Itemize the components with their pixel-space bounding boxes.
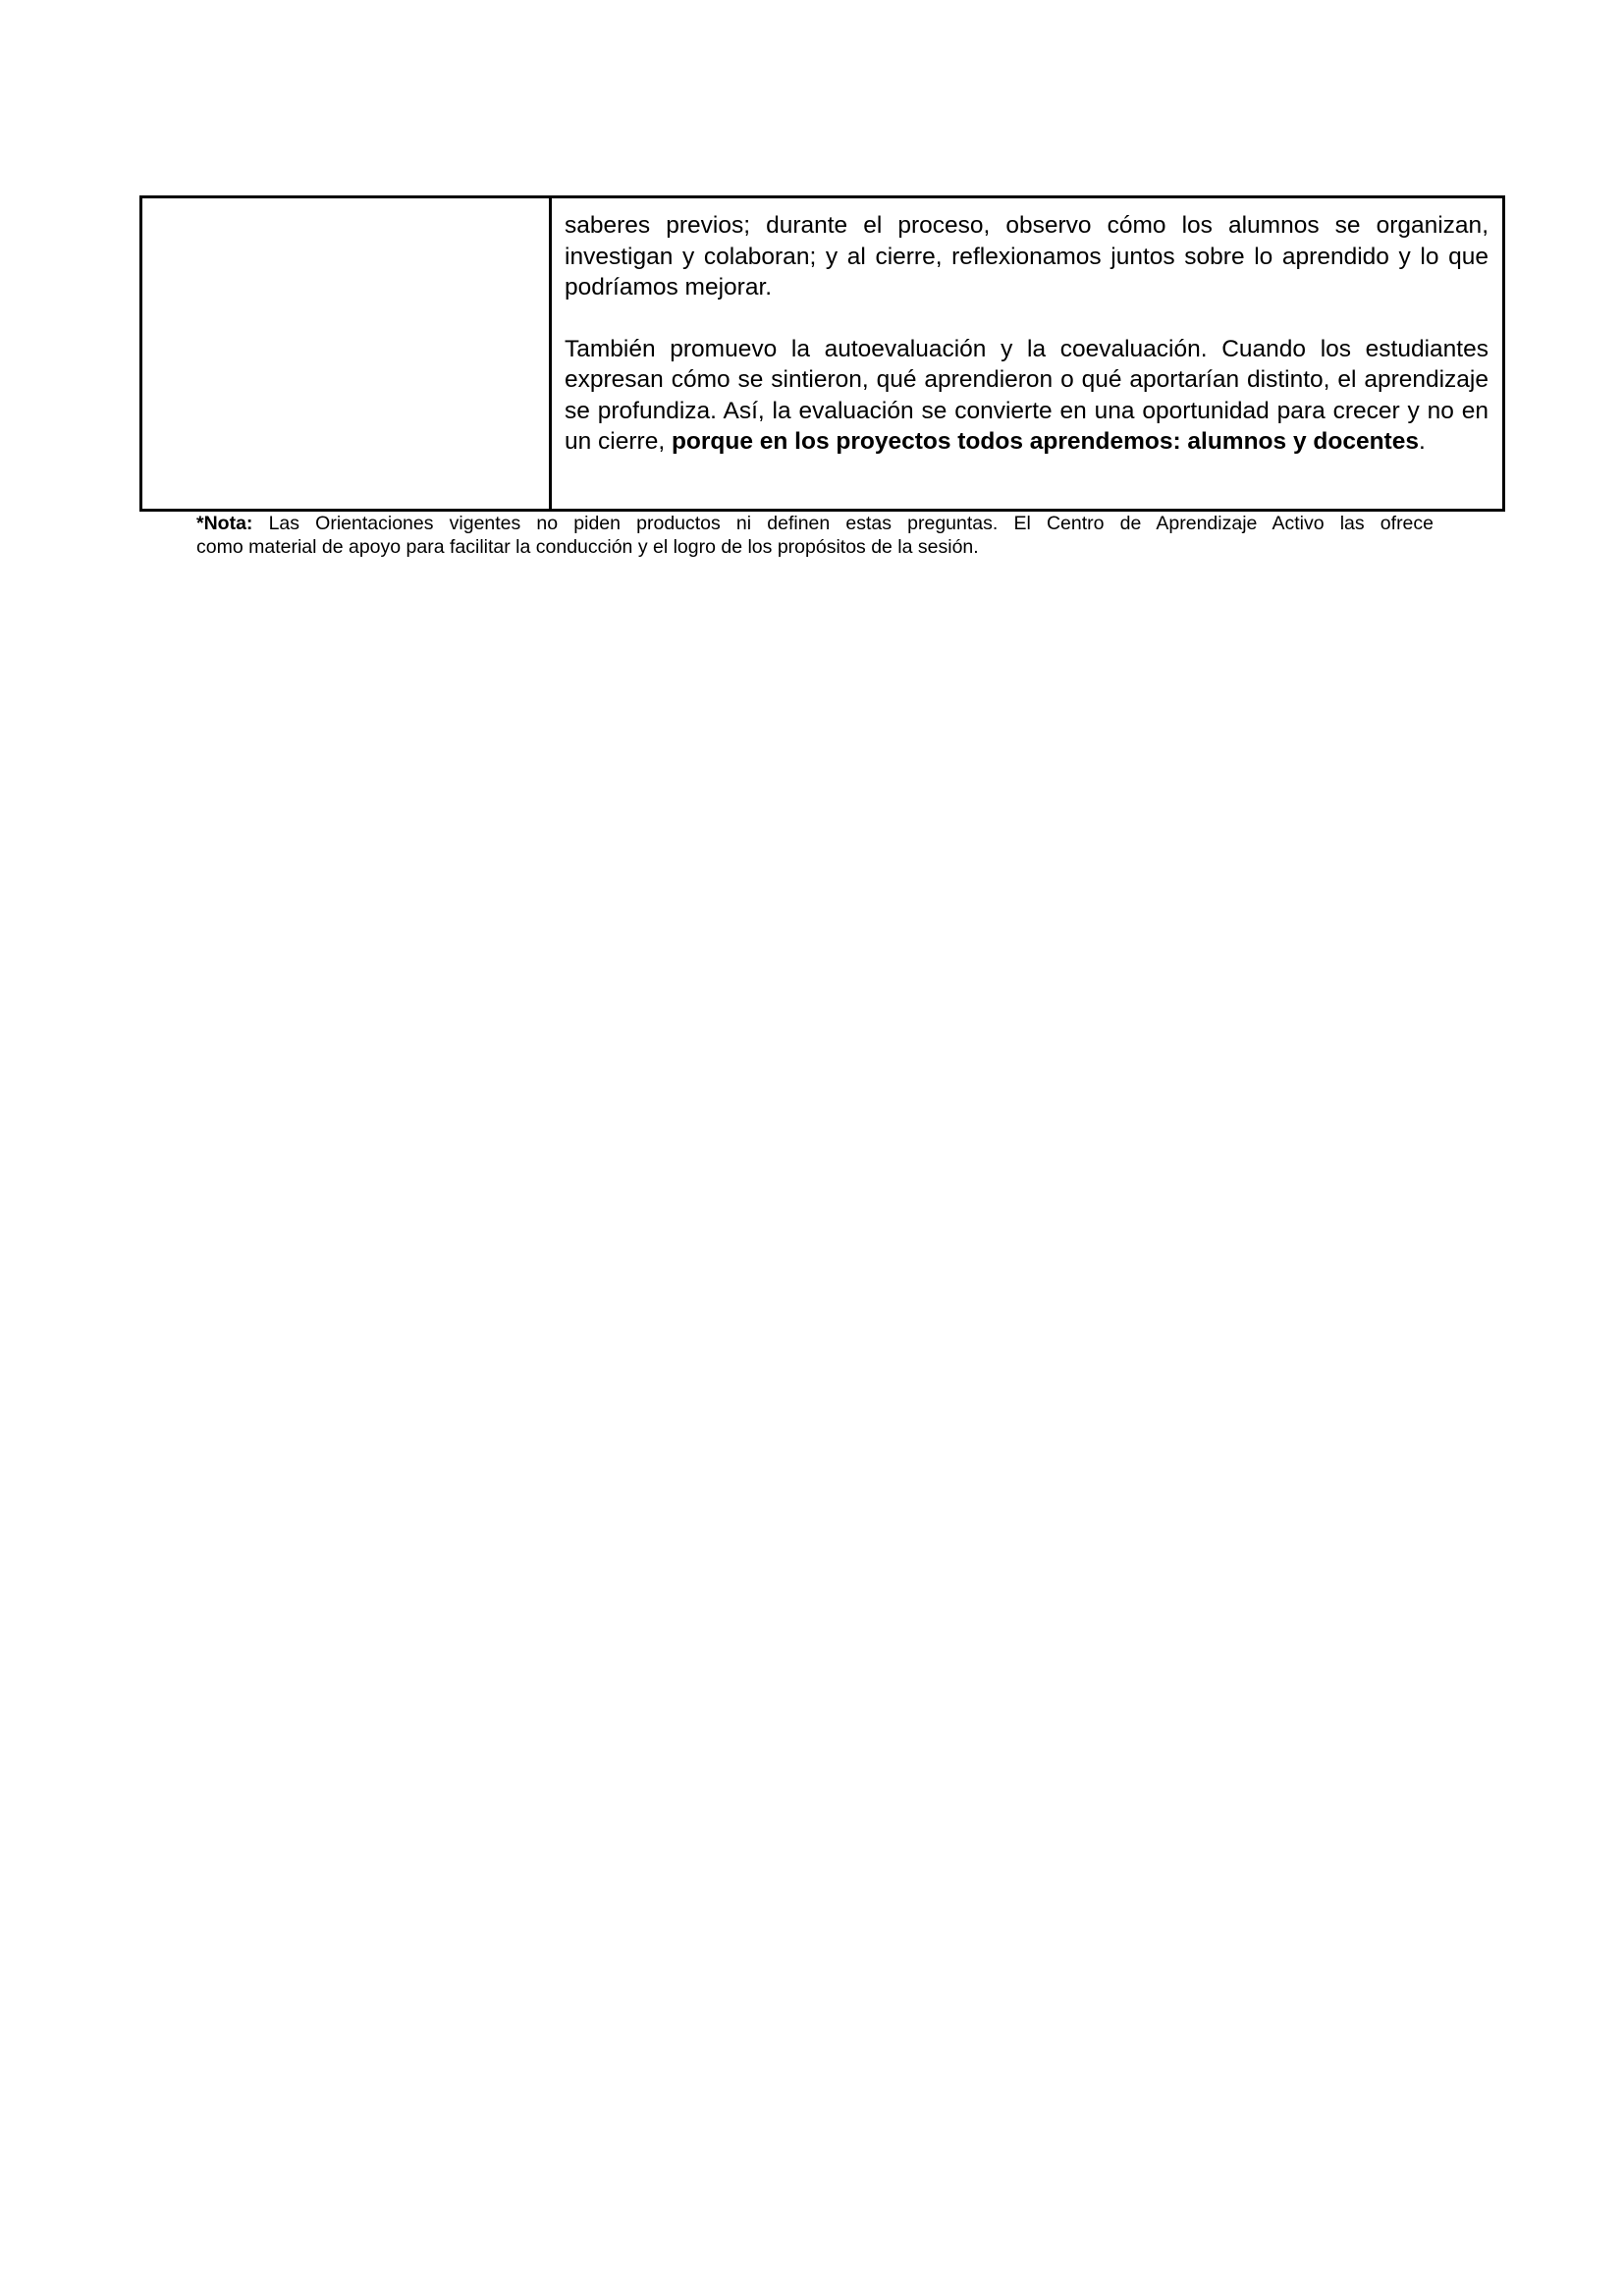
paragraph-evaluation-process: saberes previos; durante el proceso, observo cómo los alumnos se organizan, investigan y colaboran; y al cierre, reflexionamos juntos sobre lo aprendido y lo que podríamos mejorar. xyxy=(565,212,1489,301)
paragraph-end-punctuation: . xyxy=(1418,428,1426,455)
footnote xyxy=(196,512,1434,559)
table-cell-left xyxy=(142,198,552,509)
paragraph-self-evaluation xyxy=(565,334,1489,458)
table-cell-right xyxy=(552,198,1502,509)
footnote-text-1: Las Orientaciones vigentes no piden productos ni definen estas preguntas. El Centro de Aprendizaje Activo las ofrece xyxy=(252,513,1434,534)
footnote-line-1 xyxy=(196,512,1434,535)
footnote-label: *Nota: xyxy=(196,513,253,534)
content-table xyxy=(139,195,1505,512)
paragraph-self-evaluation-text: También promuevo la autoevaluación y la coevaluación. Cuando los estudiantes expresan cómo se sintieron, qué aprendieron o qué aportarían distinto, el aprendizaje se profundiza. Así, la evaluación se convierte en una oportunidad para crecer y no en un cierre, xyxy=(565,335,1489,455)
paragraph-emphasis: porque en los proyectos todos aprendemos: alumnos y docentes xyxy=(671,428,1419,455)
footnote-line-2: como material de apoyo para facilitar la conducción y el logro de los propósitos de la sesión. xyxy=(196,536,979,558)
